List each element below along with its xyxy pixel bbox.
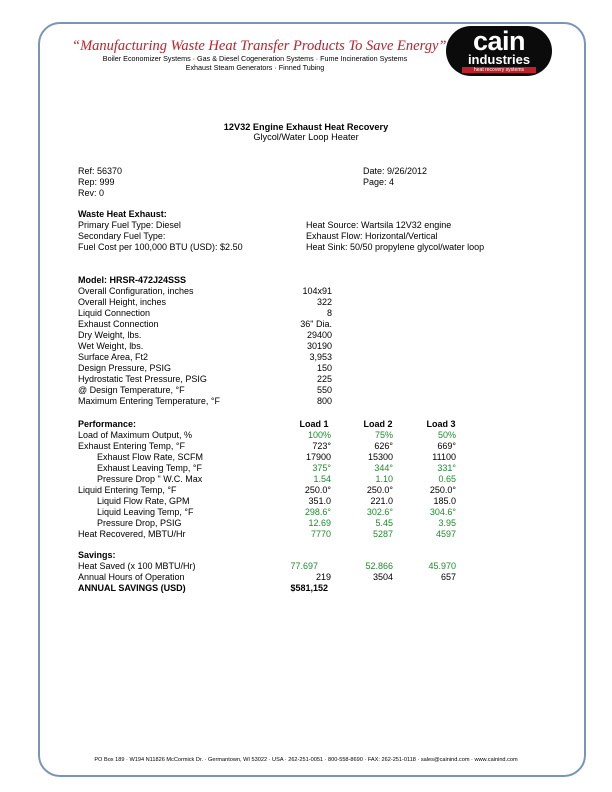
- performance-value-load-1: 723°: [312, 441, 331, 451]
- performance-value-load-2: 5287: [372, 529, 393, 539]
- performance-row-label: Exhaust Flow Rate, SCFM: [97, 452, 204, 462]
- performance-value-load-1: 100%: [307, 430, 331, 440]
- heat-saved-load-1: 77.697: [290, 561, 318, 571]
- performance-value-load-1: 351.0: [308, 496, 331, 506]
- performance-value-load-1: 12.69: [308, 518, 331, 528]
- performance-value-load-2: 250.0°: [366, 485, 393, 495]
- model-spec-label: Wet Weight, lbs.: [78, 341, 144, 351]
- model-spec-label: Dry Weight, lbs.: [78, 330, 142, 340]
- savings-heading: Savings:: [78, 550, 116, 560]
- secondary-fuel: Secondary Fuel Type:: [78, 231, 166, 241]
- performance-value-load-1: 1.54: [313, 474, 331, 484]
- model-spec-label: @ Design Temperature, °F: [78, 385, 185, 395]
- rep-number: Rep: 999: [78, 177, 115, 187]
- model-spec-label: Surface Area, Ft2: [78, 352, 149, 362]
- cain-logo: [446, 26, 552, 76]
- ref-number: Ref: 56370: [78, 166, 123, 176]
- performance-value-load-1: 17900: [305, 452, 331, 462]
- model-heading: Model: HRSR-472J24SSS: [78, 275, 187, 285]
- performance-row-label: Exhaust Leaving Temp, °F: [97, 463, 202, 473]
- load-1-header: Load 1: [299, 419, 329, 429]
- primary-fuel: Primary Fuel Type: Diesel: [78, 220, 181, 230]
- performance-value-load-3: 304.6°: [429, 507, 456, 517]
- performance-value-load-3: 250.0°: [429, 485, 456, 495]
- performance-value-load-2: 221.0: [370, 496, 393, 506]
- model-spec-label: Maximum Entering Temperature, °F: [78, 396, 220, 406]
- performance-value-load-2: 302.6°: [366, 507, 393, 517]
- performance-value-load-2: 1.10: [375, 474, 393, 484]
- performance-value-load-3: 0.65: [438, 474, 456, 484]
- performance-row-label: Load of Maximum Output, %: [78, 430, 193, 440]
- logo-tagline: heat recovery systems: [462, 67, 536, 73]
- performance-value-load-2: 5.45: [375, 518, 393, 528]
- company-contact-footer: PO Box 189 · W194 N11826 McCormick Dr. · Germantown, WI 53022 · USA · 262-251-0051 · 800-558-8690 · FAX: 262-251-0118 · sales@cainind.com · www.cainind.com: [94, 757, 518, 763]
- model-spec-value: 322: [316, 297, 332, 307]
- products-line-1: Boiler Economizer Systems · Gas & Diesel Cogeneration Systems · Fume Incineration Systems: [102, 54, 408, 63]
- performance-value-load-3: 331°: [437, 463, 456, 473]
- model-spec-value: 150: [316, 363, 332, 373]
- performance-value-load-2: 15300: [367, 452, 393, 462]
- rev-number: Rev: 0: [78, 188, 105, 198]
- annual-hours-load-2: 3504: [372, 572, 393, 582]
- performance-value-load-3: 11100: [432, 452, 456, 462]
- heat-saved-label: Heat Saved (x 100 MBTU/Hr): [78, 561, 196, 571]
- performance-row-label: Heat Recovered, MBTU/Hr: [78, 529, 186, 539]
- model-spec-value: 550: [316, 385, 332, 395]
- annual-savings-total: $581,152: [290, 583, 328, 593]
- performance-row-label: Exhaust Entering Temp, °F: [78, 441, 185, 451]
- performance-row-label: Pressure Drop " W.C. Max: [97, 474, 203, 484]
- logo-word-industries: industries: [467, 52, 531, 67]
- performance-value-load-3: 185.0: [433, 496, 456, 506]
- model-spec-label: Hydrostatic Test Pressure, PSIG: [78, 374, 207, 384]
- model-spec-label: Design Pressure, PSIG: [78, 363, 172, 373]
- heat-saved-load-3: 45.970: [428, 561, 456, 571]
- model-spec-value: 800: [316, 396, 332, 406]
- performance-value-load-1: 375°: [312, 463, 331, 473]
- performance-value-load-3: 50%: [437, 430, 456, 440]
- performance-value-load-1: 7770: [310, 529, 331, 539]
- logo-word-cain: cain: [472, 26, 526, 56]
- performance-value-load-2: 626°: [374, 441, 393, 451]
- document-date: Date: 9/26/2012: [363, 166, 428, 176]
- annual-hours-label: Annual Hours of Operation: [78, 572, 185, 582]
- performance-heading: Performance:: [78, 419, 137, 429]
- model-spec-value: 30190: [306, 341, 332, 351]
- performance-value-load-3: 669°: [437, 441, 456, 451]
- products-line-2: Exhaust Steam Generators · Finned Tubing: [185, 63, 325, 72]
- load-3-header: Load 3: [426, 419, 456, 429]
- page-number: Page: 4: [363, 177, 395, 187]
- performance-value-load-2: 75%: [374, 430, 393, 440]
- heat-saved-load-2: 52.866: [365, 561, 393, 571]
- performance-value-load-1: 250.0°: [304, 485, 331, 495]
- document-subtitle: Glycol/Water Loop Heater: [253, 132, 359, 142]
- model-spec-value: 104x91: [302, 286, 332, 296]
- performance-row-label: Liquid Entering Temp, °F: [78, 485, 177, 495]
- performance-row-label: Liquid Leaving Temp, °F: [97, 507, 194, 517]
- model-spec-label: Exhaust Connection: [78, 319, 159, 329]
- model-spec-value: 8: [326, 308, 332, 318]
- annual-savings-label: ANNUAL SAVINGS (USD): [78, 583, 186, 593]
- document-title: 12V32 Engine Exhaust Heat Recovery: [223, 122, 389, 132]
- model-spec-label: Liquid Connection: [78, 308, 151, 318]
- company-tagline: “Manufacturing Waste Heat Transfer Products To Save Energy”: [72, 38, 447, 54]
- performance-value-load-3: 4597: [435, 529, 456, 539]
- model-spec-label: Overall Configuration, inches: [78, 286, 194, 296]
- model-spec-value: 225: [316, 374, 332, 384]
- model-spec-label: Overall Height, inches: [78, 297, 167, 307]
- heat-sink: Heat Sink: 50/50 propylene glycol/water loop: [306, 242, 485, 252]
- exhaust-flow: Exhaust Flow: Horizontal/Vertical: [306, 231, 438, 241]
- model-spec-value: 29400: [306, 330, 332, 340]
- model-spec-value: 36" Dia.: [300, 319, 332, 329]
- load-2-header: Load 2: [363, 419, 393, 429]
- annual-hours-load-3: 657: [440, 572, 456, 582]
- performance-value-load-1: 298.6°: [304, 507, 331, 517]
- performance-value-load-2: 344°: [374, 463, 393, 473]
- model-spec-value: 3,953: [309, 352, 332, 362]
- waste-heat-heading: Waste Heat Exhaust:: [78, 209, 167, 219]
- fuel-cost: Fuel Cost per 100,000 BTU (USD): $2.50: [78, 242, 243, 252]
- performance-value-load-3: 3.95: [438, 518, 456, 528]
- heat-source: Heat Source: Wartsila 12V32 engine: [306, 220, 452, 230]
- annual-hours-load-1: 219: [315, 572, 331, 582]
- performance-row-label: Liquid Flow Rate, GPM: [97, 496, 190, 506]
- performance-row-label: Pressure Drop, PSIG: [97, 518, 182, 528]
